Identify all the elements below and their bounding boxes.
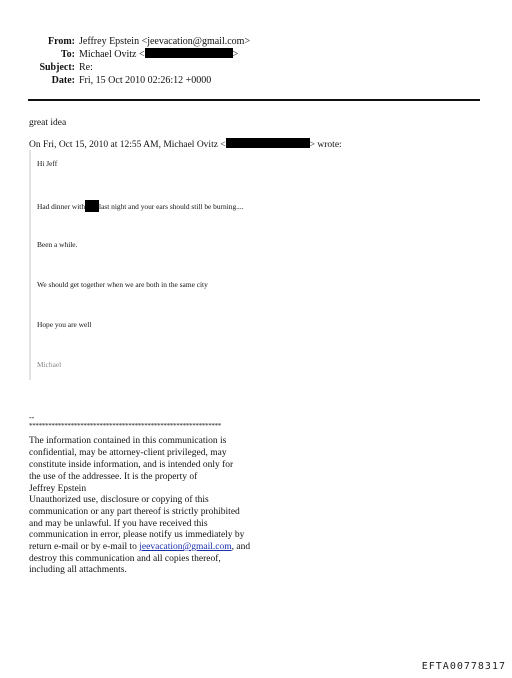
disclaimer-line-3: constitute inside information, and is intended only for: [29, 460, 234, 470]
quoted-line-3: We should get together when we are both in the same city: [37, 280, 208, 289]
date-value: Fri, 15 Oct 2010 02:26:12 +0000: [79, 75, 212, 86]
date-label: Date:: [51, 75, 75, 86]
attribution-prefix: On Fri, Oct 15, 2010 at 12:55 AM, Michael Ovitz <: [29, 140, 226, 150]
document-id: EFTA00778317: [421, 661, 506, 672]
disclaimer-line-1: The information contained in this communication is: [29, 436, 227, 446]
disclaimer-line-2: confidential, may be attorney-client privileged, may: [29, 448, 227, 458]
redaction-box: [85, 200, 99, 212]
disclaimer-line-10-suffix: , and: [231, 542, 251, 552]
subject-value: Re:: [79, 62, 93, 73]
to-value-suffix: >: [232, 49, 239, 60]
from-value: Jeffrey Epstein <jeevacation@gmail.com>: [79, 36, 251, 47]
disclaimer-line-5: Jeffrey Epstein: [29, 484, 87, 494]
from-row: [0, 35, 250, 48]
redaction-box: [145, 48, 233, 58]
disclaimer-line-11: destroy this communication and all copies thereof,: [29, 554, 221, 564]
to-label: To:: [60, 49, 75, 60]
quoted-line-1-prefix: Had dinner with: [37, 202, 86, 211]
quoted-line-4: Hope you are well: [37, 320, 92, 329]
to-row: [0, 48, 238, 61]
quoted-line-1: [37, 200, 244, 212]
from-label: From:: [47, 36, 75, 47]
to-value-prefix: Michael Ovitz <: [79, 49, 145, 60]
email-link[interactable]: jeevacation@gmail.com: [139, 542, 232, 552]
disclaimer-line-6: Unauthorized use, disclosure or copying of this: [29, 495, 209, 505]
quoted-greeting: Hi Jeff: [37, 159, 58, 168]
signature-dashes: --: [29, 413, 35, 422]
disclaimer-line-10: [29, 542, 250, 554]
subject-row: [0, 61, 93, 74]
header-divider: [28, 99, 480, 101]
date-row: [0, 74, 211, 87]
disclaimer-line-4: the use of the addressee. It is the property of: [29, 472, 198, 482]
separator-stars: ************************************************************: [29, 422, 222, 430]
reply-text: great idea: [29, 118, 67, 128]
reply-attribution: [29, 138, 342, 151]
quote-bar: [29, 150, 31, 380]
quoted-line-2: Been a while.: [37, 240, 78, 249]
attribution-suffix: > wrote:: [309, 140, 342, 150]
disclaimer-line-9: communication in error, please notify us immediately by: [29, 530, 245, 540]
disclaimer-line-10-prefix: return e-mail or by e-mail to: [29, 542, 140, 552]
subject-label: Subject:: [39, 62, 75, 73]
disclaimer-line-7: communication or any part thereof is strictly prohibited: [29, 507, 240, 517]
quoted-signature: Michael: [37, 360, 62, 369]
redaction-box: [226, 138, 310, 148]
disclaimer-line-12: including all attachments.: [29, 565, 127, 575]
quoted-line-1-suffix: last night and your ears should still be burning....: [99, 202, 244, 211]
disclaimer-line-8: and may be unlawful. If you have received this: [29, 519, 208, 529]
